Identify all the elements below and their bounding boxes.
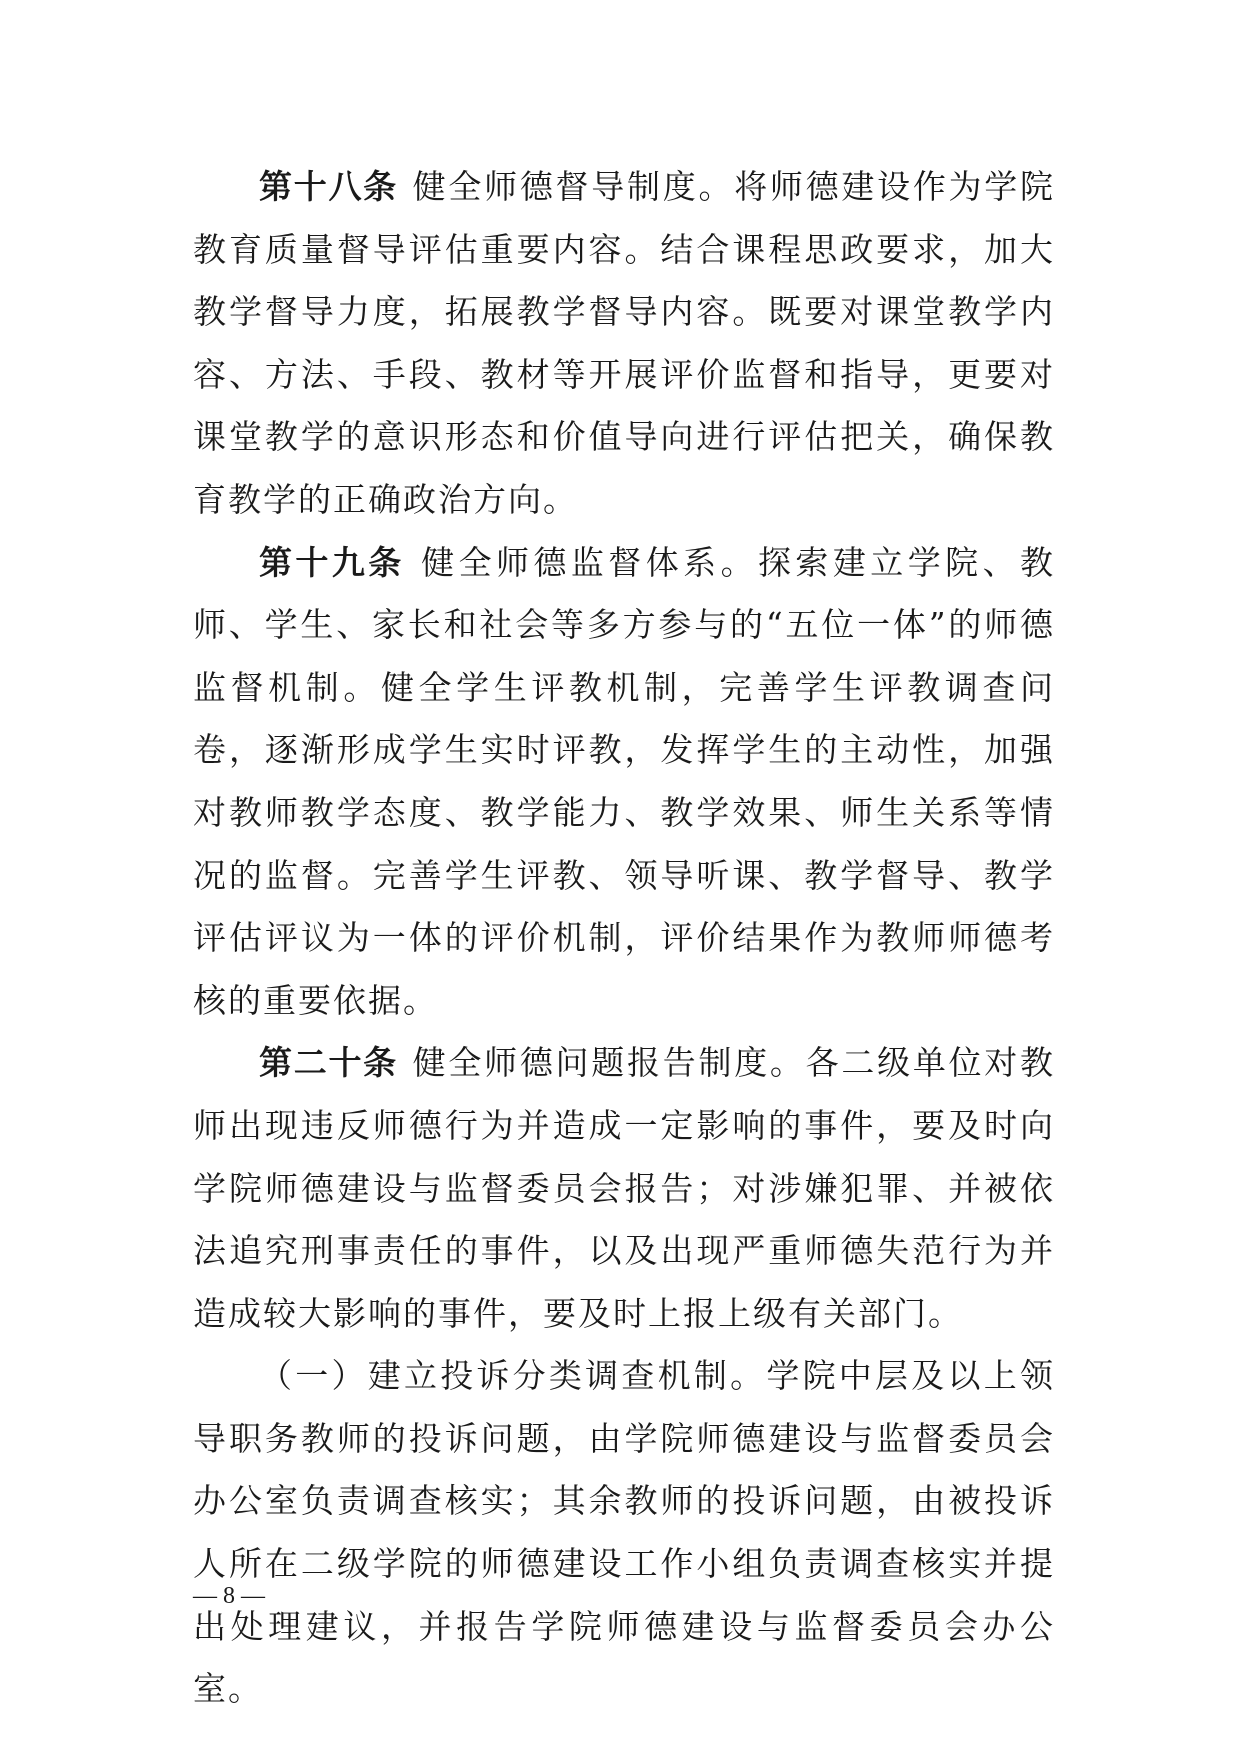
article-20-text: 健全师德问题报告制度。各二级单位对教师出现违反师德行为并造成一定影响的事件，要及时向学院师德建设与监督委员会报告；对涉嫌犯罪、并被依法追究刑事责任的事件，以及出现严重师德失范行为并造成较大影响的事件，要及时上报上级有关部门。 [193, 1043, 1056, 1333]
document-body [193, 156, 1055, 1721]
article-19 [193, 532, 1055, 1033]
article-18-heading: 第十八条 [259, 167, 398, 206]
article-18-text: 健全师德督导制度。将师德建设作为学院教育质量督导评估重要内容。结合课程思政要求，加大教学督导力度，拓展教学督导内容。既要对课堂教学内容、方法、手段、教材等开展评价监督和指导，更要对课堂教学的意识形态和价值导向进行评估把关，确保教育教学的正确政治方向。 [193, 167, 1056, 519]
article-20-item-1: （一）建立投诉分类调查机制。学院中层及以上领导职务教师的投诉问题，由学院师德建设与监督委员会办公室负责调查核实；其余教师的投诉问题，由被投诉人所在二级学院的师德建设工作小组负责调查核实并提出处理建议，并报告学院师德建设与监督委员会办公室。 [193, 1356, 1055, 1709]
article-20-heading: 第二十条 [259, 1043, 398, 1083]
article-18 [193, 156, 1055, 532]
article-20 [193, 1032, 1055, 1345]
article-19-heading: 第十九条 [259, 542, 405, 582]
article-19-text: 健全师德监督体系。探索建立学院、教师、学生、家长和社会等多方参与的“五位一体”的师德监督机制。健全学生评教机制，完善学生评教调查问卷，逐渐形成学生实时评教，发挥学生的主动性，加强对教师教学态度、教学能力、教学效果、师生关系等情况的监督。完善学生评教、领导听课、教学督导、教学评估评议为一体的评价机制，评价结果作为教师师德考核的重要依据。 [193, 542, 1056, 1020]
page-number: — 8 — [193, 1583, 265, 1609]
